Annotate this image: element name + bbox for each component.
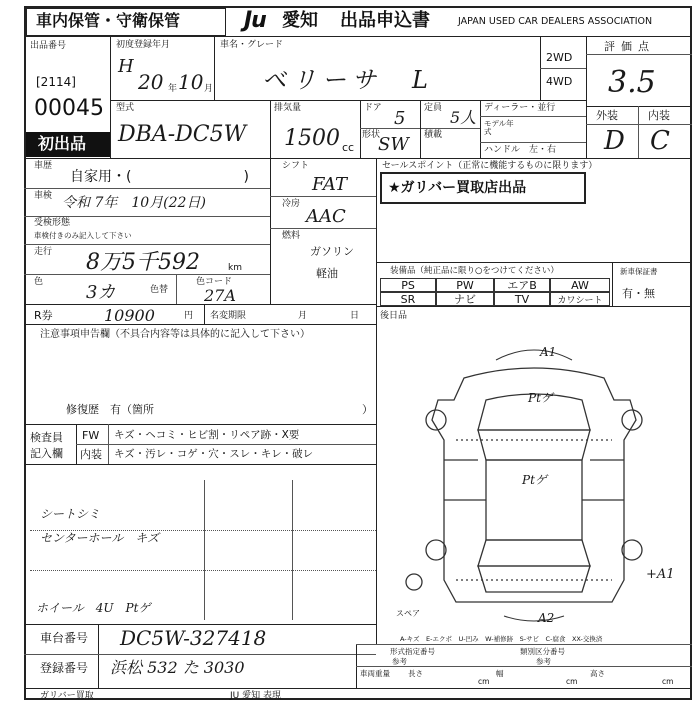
reg-right-rule — [214, 36, 215, 100]
shape: SW — [378, 134, 409, 155]
interior-insp-label: 内装 — [80, 448, 102, 461]
doors-label: ドア — [364, 103, 382, 113]
fuel-label: 燃料 — [282, 231, 301, 241]
reg-year: 20 — [138, 70, 164, 94]
warranty-left-rule — [612, 262, 613, 306]
height-label: 高さ — [590, 669, 605, 678]
color-code-left-rule — [176, 274, 177, 304]
class-label: 類別区分番号 — [520, 647, 565, 656]
footer-text-2: JU 愛知 表現 — [230, 691, 281, 701]
notes-top-rule — [24, 324, 376, 325]
fw-items: キズ・ヘコミ・ヒビ割・リペア跡・X要 — [114, 429, 300, 441]
km-unit: km — [228, 263, 242, 273]
chassis-top-rule — [24, 624, 376, 625]
dims-mid-rule — [356, 666, 692, 667]
damage-ptg-top: Ptゲ — [528, 391, 553, 405]
chassis-mid-rule — [24, 654, 376, 655]
color: 3カ — [86, 282, 116, 303]
cc-unit: cc — [342, 141, 355, 154]
handle-top-rule — [480, 142, 586, 143]
usage-rule-2 — [24, 216, 270, 217]
length-unit: cm — [478, 677, 490, 686]
shift-value: FAT — [312, 174, 347, 195]
type-label: 型式 — [116, 103, 135, 113]
plate-label: 登録番号 — [40, 661, 89, 675]
repair-close: ） — [362, 403, 373, 416]
equipment-label: 装備品（純正品に限り○をつけてください） — [390, 266, 559, 276]
disp-left-rule — [270, 100, 271, 158]
usage-rule-3 — [24, 244, 270, 245]
first-reg-label: 初度登録年月 — [116, 40, 171, 50]
lot-number: 00045 — [34, 96, 104, 121]
format-ref: 参考 — [392, 657, 407, 666]
color-label: 色 — [34, 277, 44, 287]
chassis-label: 車台番号 — [40, 631, 89, 645]
reg-month-unit: 月 — [204, 84, 214, 94]
usage-rule-1 — [24, 188, 270, 189]
inspector-label-2: 記入欄 — [30, 447, 63, 460]
inspection-label: 車検 — [34, 191, 53, 201]
form-title: 出品申込書 — [340, 10, 430, 31]
reg-weight-label: 車両重量 — [360, 669, 390, 678]
recycle-unit: 円 — [184, 311, 194, 321]
door-left-rule — [360, 100, 361, 158]
fuel-diesel: 軽油 — [316, 267, 338, 280]
exterior-grade: D — [604, 126, 625, 156]
notes-line-2 — [30, 570, 376, 571]
exterior-label: 外装 — [596, 109, 618, 122]
recv-note: 車検付きのみ記入して下さい — [34, 231, 132, 240]
mileage-label: 走行 — [34, 247, 53, 257]
recv-label: 受検形態 — [34, 218, 71, 228]
equip-sr: SR — [380, 292, 436, 306]
recycle-value: 10900 — [104, 306, 155, 325]
equip-pw: PW — [436, 278, 494, 292]
recycle-label: R券 — [34, 309, 53, 322]
interior-grade: C — [650, 126, 670, 156]
mileage: 8万5千592 — [86, 250, 200, 275]
dealer-mid-rule — [480, 116, 586, 117]
later-top-rule — [376, 306, 692, 307]
model-name: ベリーサ L — [262, 66, 434, 94]
repair-label: 修復歴 有（箇所 — [66, 403, 154, 416]
doors: 5 — [394, 108, 406, 129]
model-type: DBA-DC5W — [118, 122, 247, 147]
usage-label: 車歴 — [34, 161, 53, 171]
model-label: 車名・グレード — [220, 40, 284, 50]
usage-top-rule — [24, 158, 692, 159]
shape-label: 形状 — [362, 130, 381, 140]
rating-mid-rule — [586, 106, 692, 107]
spare-label: スペア — [396, 609, 420, 618]
name-change-month: 月 — [298, 311, 308, 321]
lot-label: 出品番号 — [30, 41, 67, 51]
lot-code: [2114] — [36, 75, 76, 89]
note-wheel: ホイール 4U Ptゲ — [36, 601, 151, 615]
color-code: 27A — [204, 286, 236, 305]
usage-value: 自家用・( ) — [70, 169, 249, 185]
header-rule — [24, 36, 692, 37]
drive-mid-rule — [540, 68, 586, 69]
name-change-label: 名変期限 — [210, 311, 247, 321]
drive-2wd: 2WD — [546, 51, 573, 64]
sales-point-text: ★ガリバー買取店出品 — [388, 180, 527, 196]
equip-airbag: エアB — [494, 278, 550, 292]
capacity: 5人 — [450, 108, 477, 127]
association-name: JAPAN USED CAR DEALERS ASSOCIATION — [458, 16, 653, 27]
lot-right-rule — [110, 36, 111, 158]
damage-ptg-mid: Ptゲ — [522, 473, 547, 487]
inspector-label-1: 検査員 — [30, 431, 63, 444]
cap-left-rule — [420, 100, 421, 158]
shift-label: シフト — [282, 161, 310, 171]
footer-top-rule — [24, 688, 692, 689]
displacement-label: 排気量 — [274, 103, 302, 113]
dims-top-rule — [356, 644, 692, 645]
equip-top-rule — [376, 262, 692, 263]
interior-label: 内装 — [648, 109, 670, 122]
equip-aw: AW — [550, 278, 610, 292]
interior-items: キズ・汚レ・コゲ・穴・スレ・キレ・破レ — [114, 448, 314, 460]
shift-rule-1 — [270, 196, 376, 197]
format-label: 形式指定番号 — [390, 647, 435, 656]
class-ref: 参考 — [536, 657, 551, 666]
length-label: 長さ — [408, 669, 423, 678]
width-label: 幅 — [496, 669, 504, 678]
warranty-label: 新車保証書 — [620, 267, 658, 276]
load-label: 積載 — [424, 130, 443, 140]
damage-a1-right: +A1 — [646, 567, 675, 582]
chassis-number: DC5W-327418 — [120, 626, 267, 650]
usage-rule-4 — [24, 274, 270, 275]
name-change-day: 日 — [350, 311, 360, 321]
equip-leather: カワシート — [550, 292, 610, 306]
capacity-label: 定員 — [424, 103, 443, 113]
rating-sub-rule — [586, 54, 692, 55]
sales-point-label: セールスポイント（正常に機能するものに限ります） — [382, 161, 598, 171]
shift-rule-2 — [270, 228, 376, 229]
equip-tv: TV — [494, 292, 550, 306]
damage-legend: A-キズ E-エクボ U-凹み W-補修跡 S-サビ C-腐食 XX-交換済 — [400, 635, 603, 643]
inspection-date: 令和 7年 10月(22日) — [62, 195, 206, 211]
region-title: 愛知 — [282, 10, 318, 31]
equip-ps: PS — [380, 278, 436, 292]
notes-col-rule-1 — [204, 480, 205, 620]
displacement: 1500 — [284, 126, 340, 151]
chassis-left-rule — [98, 624, 99, 688]
later-label: 後日品 — [380, 311, 408, 321]
footer-text: ガリバー買取 — [40, 691, 94, 701]
name-change-left-rule — [204, 304, 205, 324]
usage-right-rule — [270, 158, 271, 304]
color-change-label: 色替 — [150, 285, 169, 295]
handle-label: ハンドル 左・右 — [484, 145, 557, 155]
first-listing-label: 初出品 — [38, 134, 87, 153]
equip-navi: ナビ — [436, 292, 494, 306]
note-center-hole: センターホール キズ — [40, 531, 160, 545]
rating-ext-int-divider — [638, 106, 639, 158]
inspector-bottom-rule — [24, 464, 376, 465]
model-year-label: モデル年式 — [484, 119, 514, 137]
dealer-label: ディーラー・並行 — [484, 103, 556, 113]
fuel-gas: ガソリン — [310, 245, 354, 258]
height-unit: cm — [662, 677, 674, 686]
rating-sub-rule-2 — [586, 124, 692, 125]
ju-logo: Ju — [244, 8, 266, 33]
reg-month: 10 — [178, 70, 204, 94]
notes-col-rule-2 — [292, 480, 293, 620]
reg-year-unit: 年 — [168, 84, 178, 94]
plate-number: 浜松 532 た 3030 — [110, 658, 245, 677]
dealer-left-rule — [480, 100, 481, 158]
notes-label: 注意事項申告欄（不具合内容等は具体的に記入して下さい） — [40, 329, 310, 340]
ac-value: AAC — [306, 206, 346, 227]
inspector-mid-rule — [76, 444, 376, 445]
shift-right-rule — [376, 158, 377, 304]
drive-4wd: 4WD — [546, 75, 573, 88]
specs-top-rule — [110, 100, 586, 101]
rating-score: 3.5 — [608, 65, 656, 100]
recycle-top-rule — [24, 304, 376, 305]
color-code-label: 色コード — [196, 277, 233, 287]
damage-a2: A2 — [538, 611, 555, 625]
warranty-value: 有・無 — [622, 287, 655, 300]
reg-era: H — [118, 56, 134, 77]
rating-label: 評価点 — [604, 40, 655, 53]
note-seat-stain: シートシミ — [40, 507, 101, 521]
width-unit: cm — [566, 677, 578, 686]
damage-a1-top: A1 — [540, 345, 557, 359]
storage-label: 車内保管・守衛保管 — [36, 11, 181, 30]
ac-label: 冷房 — [282, 199, 301, 209]
fw-label: FW — [82, 429, 100, 442]
